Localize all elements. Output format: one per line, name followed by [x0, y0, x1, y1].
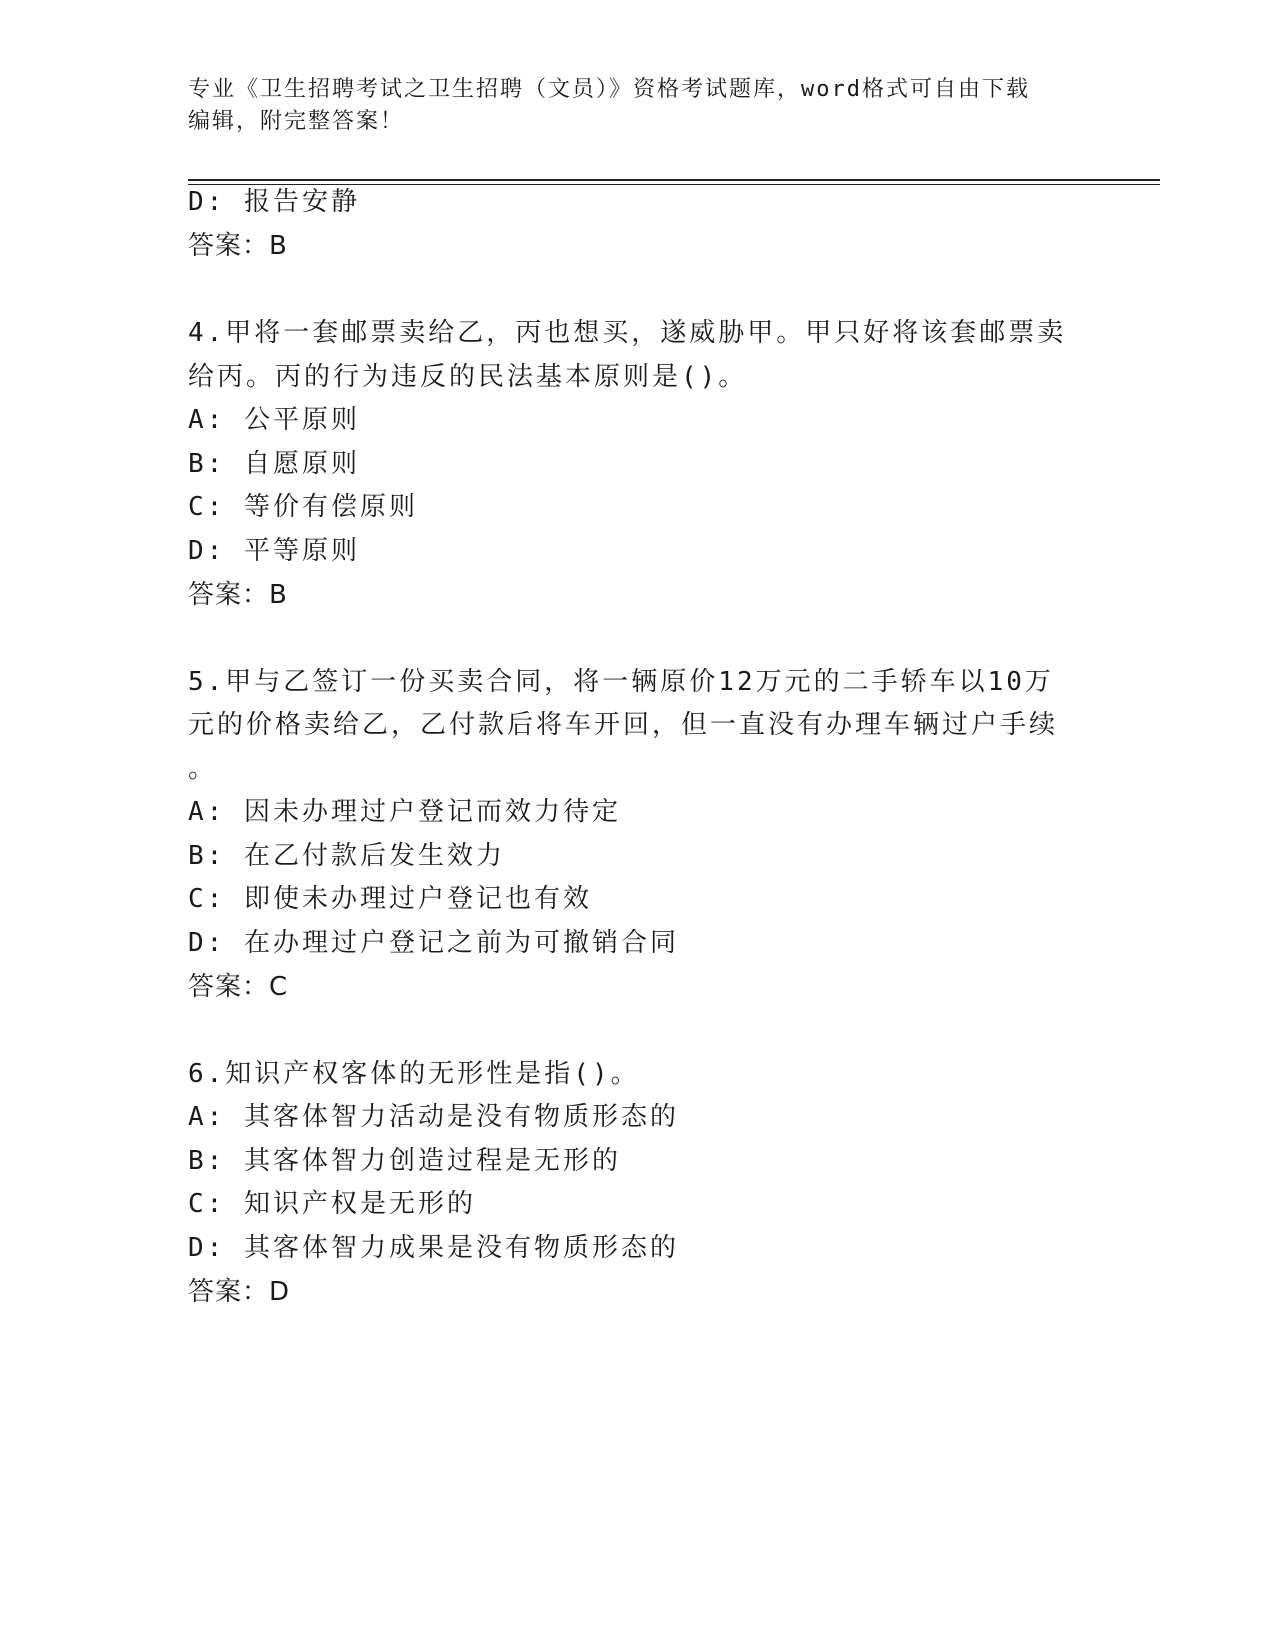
q5-stem-line-3: 。: [188, 754, 218, 784]
document-header: [188, 74, 1088, 138]
q6-answer: 答案：D: [188, 1277, 291, 1307]
q5-stem-line-1: 5.甲与乙签订一份买卖合同，将一辆原价12万元的二手轿车以10万: [188, 667, 1054, 697]
q5-stem-line-2: 元的价格卖给乙，乙付款后将车开回，但一直没有办理车辆过户手续: [188, 710, 1059, 740]
q4-stem-line-1: 4.甲将一套邮票卖给乙，丙也想买，遂威胁甲。甲只好将该套邮票卖: [188, 318, 1067, 348]
q5-answer: 答案：C: [188, 972, 289, 1002]
header-line-2: 编辑，附完整答案！: [188, 109, 405, 134]
header-line-1: 专业《卫生招聘考试之卫生招聘（文员）》资格考试题库，word格式可自由下载: [188, 77, 1030, 102]
q6-option-d: D: 其客体智力成果是没有物质形态的: [188, 1233, 679, 1263]
q4-stem-line-2: 给丙。丙的行为违反的民法基本原则是()。: [188, 362, 748, 392]
q6-option-c: C: 知识产权是无形的: [188, 1189, 476, 1219]
q5-option-c: C: 即使未办理过户登记也有效: [188, 884, 592, 914]
q3-answer: 答案：B: [188, 231, 288, 261]
q5-option-d: D: 在办理过户登记之前为可撤销合同: [188, 928, 679, 958]
q3-option-d: D: 报告安静: [188, 187, 360, 217]
q4-option-b: B: 自愿原则: [188, 449, 360, 479]
q5-option-a: A: 因未办理过户登记而效力待定: [188, 797, 621, 827]
q4-answer: 答案：B: [188, 580, 288, 610]
q5-option-b: B: 在乙付款后发生效力: [188, 841, 505, 871]
header-divider-thick: [188, 179, 1160, 181]
q6-option-a: A: 其客体智力活动是没有物质形态的: [188, 1102, 679, 1132]
q6-option-b: B: 其客体智力创造过程是无形的: [188, 1146, 621, 1176]
q4-option-a: A: 公平原则: [188, 405, 360, 435]
q4-option-d: D: 平等原则: [188, 536, 360, 566]
q6-stem-line-1: 6.知识产权客体的无形性是指()。: [188, 1059, 640, 1089]
q4-option-c: C: 等价有偿原则: [188, 492, 418, 522]
